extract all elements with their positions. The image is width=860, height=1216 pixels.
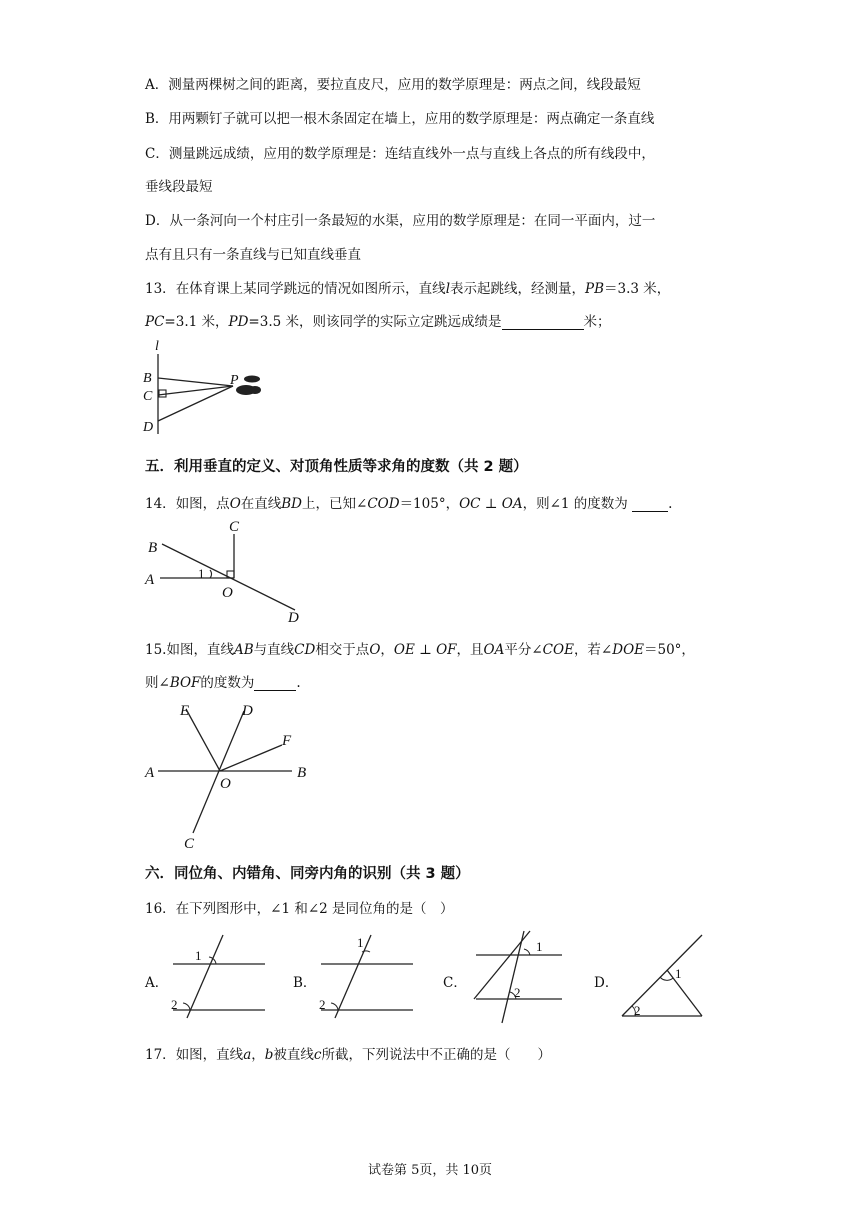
q17-text-part: 被直线 [273, 1047, 314, 1063]
q12-option-c-line2: 垂线段最短 [145, 179, 213, 195]
q15-text-part: 平分∠ [504, 642, 543, 658]
q16-figure-c[interactable] [462, 925, 572, 1027]
q17-text [145, 1043, 551, 1063]
q14-o: O [229, 496, 241, 512]
q14-text-part: 上，已知∠ [302, 496, 368, 512]
q16-option-a-label[interactable]: A． [145, 975, 169, 991]
q14-number: 14． [145, 496, 176, 512]
q16c-angle-2-label: 2 [514, 985, 521, 1000]
q14-perp: OC ⊥ OA [459, 496, 523, 512]
q16-figure-d[interactable] [614, 930, 714, 1022]
q17-a: a [243, 1047, 252, 1063]
q14-label-b: B [148, 540, 158, 556]
q17-c: c [313, 1047, 322, 1063]
q13-label-c: C [143, 389, 153, 404]
section6-heading: 六．同位角、内错角、同旁内角的识别（共 3 题） [145, 866, 470, 882]
q15-cd: CD [294, 642, 316, 658]
q13-var-l: l [445, 281, 451, 297]
q17-b: b [264, 1047, 274, 1063]
q16-text: 16．在下列图形中，∠1 和∠2 是同位角的是（ ） [145, 901, 454, 917]
q16b-angle-2-label: 2 [319, 997, 326, 1012]
q15-text-part: ，若∠ [573, 642, 613, 658]
q14-label-o: O [222, 585, 233, 601]
q17-sep: ， [251, 1047, 265, 1063]
q13-pd-value: =3.5 米，则该同学的实际立定跳远成绩是 [248, 314, 502, 330]
q17-number: 17． [145, 1047, 176, 1063]
q14-label-c: C [229, 519, 240, 535]
q15-text-part: ＝50°， [644, 642, 695, 658]
q15-text-line1 [145, 638, 695, 658]
q13-pb: PB [585, 281, 605, 297]
q13-pd: PD [228, 314, 249, 330]
q16-option-d-label[interactable]: D． [594, 975, 619, 991]
q16b-angle-1-label: 1 [357, 935, 364, 950]
q16c-angle-1-label: 1 [536, 939, 543, 954]
q12-option-d-line2: 点有且只有一条直线与已知直线垂直 [145, 247, 361, 263]
q14-bd: BD [281, 496, 303, 512]
q14-text [145, 492, 672, 512]
q12-option-b: B．用两颗钉子就可以把一根木条固定在墙上，应用的数学原理是：两点确定一条直线 [145, 111, 655, 127]
q14-label-d: D [288, 610, 299, 626]
q15-number: 15. [145, 642, 167, 658]
q15-bof: BOF [169, 675, 201, 691]
q15-text-part: 与直线 [253, 642, 295, 658]
q15-o: O [369, 642, 381, 658]
q16-figure-a[interactable] [165, 930, 275, 1025]
q12-option-c-line1: C．测量跳远成绩，应用的数学原理是：连结直线外一点与直线上各点的所有线段中， [145, 146, 655, 162]
q16-option-c-label[interactable]: C． [443, 975, 467, 991]
q13-text-line1 [145, 277, 670, 297]
q14-figure [140, 514, 320, 626]
q15-label-e: E [180, 703, 190, 719]
q15-end: . [296, 675, 301, 691]
q13-answer-blank[interactable] [502, 314, 584, 330]
q13-text-line2 [145, 310, 611, 330]
q15-label-b: B [297, 765, 307, 781]
q12-option-d-line1: D．从一条河向一个村庄引一条最短的水渠，应用的数学原理是：在同一平面内，过一 [145, 213, 656, 229]
q13-figure [138, 336, 278, 444]
q13-label-p: P [230, 373, 239, 388]
q16d-angle-1-label: 1 [675, 966, 682, 981]
q16-figure-b[interactable] [313, 930, 423, 1025]
q13-pc-value: =3.1 米， [164, 314, 229, 330]
q15-label-o: O [220, 776, 231, 792]
q16a-angle-1-label: 1 [195, 948, 202, 963]
q14-label-a: A [145, 572, 155, 588]
q15-ab: AB [233, 642, 254, 658]
q13-number: 13． [145, 281, 176, 297]
q15-text-part: ，且 [456, 642, 484, 658]
q14-angle-1-label: 1 [198, 566, 205, 581]
q13-label-l: l [155, 339, 159, 354]
q15-text-line2 [145, 671, 301, 691]
q14-text-part: 如图，点 [175, 496, 230, 512]
q13-label-b: B [143, 371, 152, 386]
q15-perp: OE ⊥ OF [393, 642, 457, 658]
q17-text-part: 所截，下列说法中不正确的是（ ） [321, 1047, 551, 1063]
q15-text-part: 的度数为 [200, 675, 255, 691]
q13-pc: PC [145, 314, 165, 330]
q13-pb-value: ＝3.3 米， [604, 281, 671, 297]
page-footer: 试卷第 5页，共 10页 [367, 1163, 493, 1178]
q14-text-part: 在直线 [240, 496, 282, 512]
q15-answer-blank[interactable] [254, 675, 296, 691]
q17-text-part: 如图，直线 [175, 1047, 244, 1063]
q13-unit: 米； [583, 314, 611, 330]
q14-cod: COD [367, 496, 400, 512]
q13-text-part: 在体育课上某同学跳远的情况如图所示，直线 [175, 281, 446, 297]
q16-option-b-label[interactable]: B． [293, 975, 317, 991]
section5-heading: 五．利用垂直的定义、对顶角性质等求角的度数（共 2 题） [145, 459, 528, 475]
q15-text-part: 如图，直线 [166, 642, 234, 658]
q14-text-part: ，则∠1 的度数为 [522, 496, 628, 512]
q15-figure [140, 697, 330, 855]
q15-text-part: 相交于点 [315, 642, 370, 658]
q15-text-part: 则∠ [145, 675, 170, 691]
q13-label-d: D [143, 420, 154, 435]
q15-label-a: A [145, 765, 155, 781]
q12-option-a: A．测量两棵树之间的距离，要拉直皮尺，应用的数学原理是：两点之间，线段最短 [145, 77, 641, 93]
q15-doe: DOE [612, 642, 644, 658]
q14-end: . [668, 496, 673, 512]
q15-label-c: C [184, 836, 195, 852]
q15-coe: COE [542, 642, 574, 658]
q16d-angle-2-label: 2 [634, 1003, 641, 1018]
q14-text-part: ＝105°， [399, 496, 460, 512]
q16a-angle-2-label: 2 [171, 997, 178, 1012]
q15-oa: OA [483, 642, 505, 658]
q15-label-f: F [282, 733, 292, 749]
q13-text-part: 表示起跳线，经测量， [450, 281, 586, 297]
q14-answer-blank[interactable] [632, 496, 668, 512]
q15-label-d: D [242, 703, 253, 719]
q15-text-part: ， [380, 642, 394, 658]
